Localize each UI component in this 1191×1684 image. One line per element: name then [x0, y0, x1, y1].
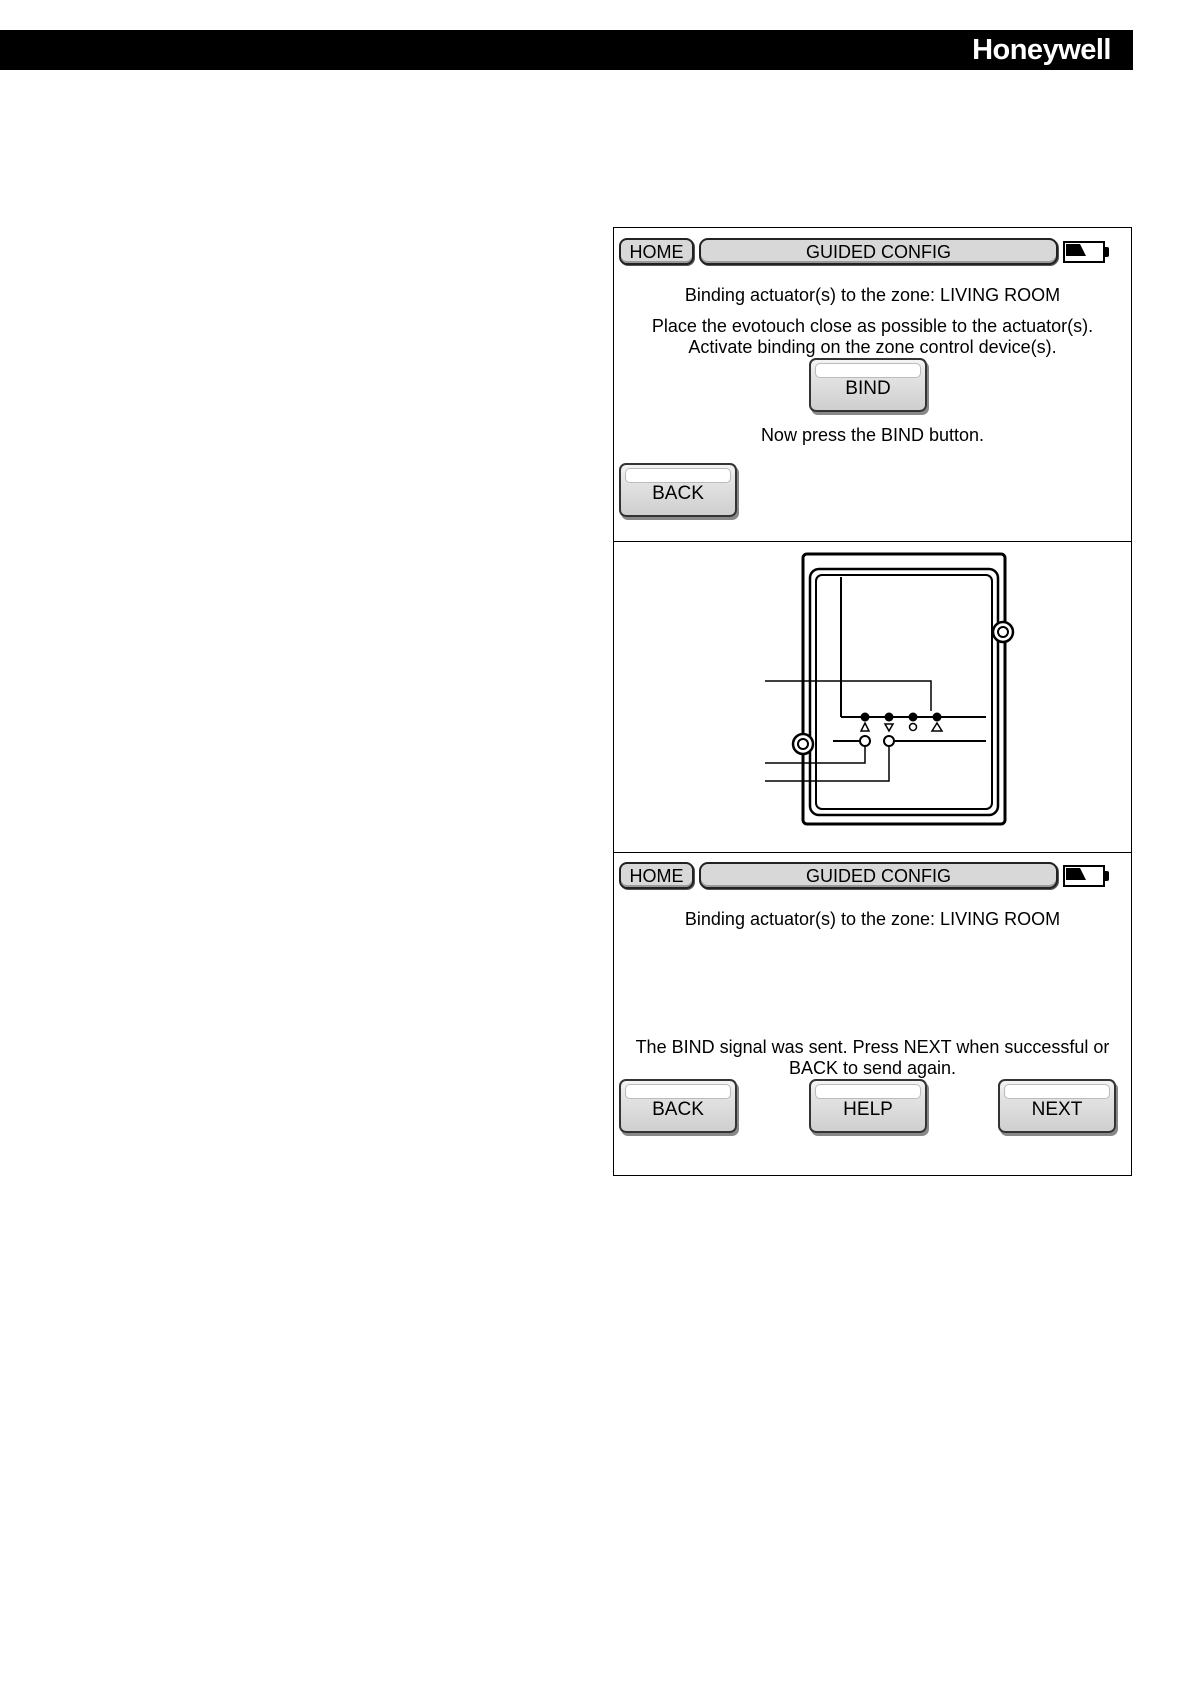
- screen-bind-start: [614, 228, 1131, 542]
- instruction-line-2: Activate binding on the zone control device(s).: [688, 337, 1057, 357]
- led-1-icon: [861, 713, 870, 722]
- message-line-2: BACK to send again.: [788, 1058, 957, 1078]
- zone-line: Binding actuator(s) to the zone: LIVING ROOM: [684, 909, 1061, 929]
- back-button[interactable]: BACK: [619, 1079, 737, 1133]
- led-2-icon: [885, 713, 894, 722]
- zone-controller-diagram: [614, 541, 1131, 852]
- bind-button[interactable]: BIND: [809, 358, 927, 412]
- led-3-icon: [909, 713, 918, 722]
- device-illustration: [614, 541, 1131, 853]
- zone-line: Binding actuator(s) to the zone: LIVING ROOM: [684, 285, 1061, 305]
- screen-title: GUIDED CONFIG: [699, 862, 1058, 889]
- screen-title: GUIDED CONFIG: [699, 238, 1058, 265]
- next-button[interactable]: NEXT: [998, 1079, 1116, 1133]
- battery-icon: [1063, 241, 1109, 263]
- controller-cover: [810, 569, 998, 815]
- screen-bind-sent: [614, 852, 1131, 1175]
- instruction-line-1: Place the evotouch close as possible to the actuator(s).: [651, 316, 1094, 336]
- led-4-icon: [933, 713, 942, 722]
- back-button[interactable]: BACK: [619, 463, 737, 517]
- prompt-line: Now press the BIND button.: [760, 425, 985, 445]
- home-button[interactable]: HOME: [619, 238, 694, 265]
- button-2-icon: [884, 736, 894, 746]
- honeywell-logo: Honeywell: [972, 34, 1111, 66]
- help-button[interactable]: HELP: [809, 1079, 927, 1133]
- home-button[interactable]: HOME: [619, 862, 694, 889]
- header-bar: [0, 30, 1133, 70]
- battery-icon: [1063, 865, 1109, 887]
- message-line-1: The BIND signal was sent. Press NEXT when successful or: [635, 1037, 1110, 1057]
- button-1-icon: [860, 736, 870, 746]
- binding-figure: [613, 227, 1132, 1176]
